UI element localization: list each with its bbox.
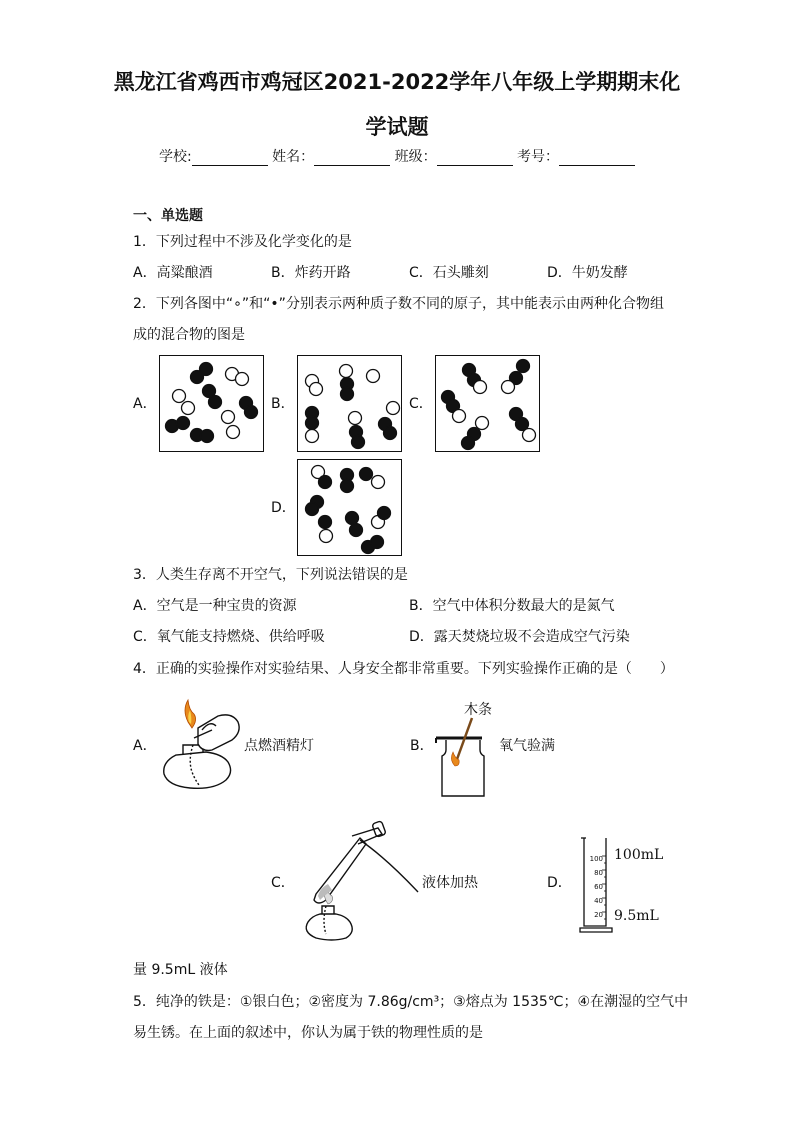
q4-a-caption: 点燃酒精灯 bbox=[244, 738, 314, 754]
q2-stem-line2: 成的混合物的图是 bbox=[133, 327, 245, 343]
page-title-line2: 学试题 bbox=[365, 115, 429, 139]
number-label: 考号： bbox=[517, 149, 560, 165]
tick-label: 60 bbox=[594, 883, 603, 891]
q3-option-c[interactable]: C．氧气能支持燃烧、供给呼吸 bbox=[133, 629, 325, 645]
q4-label-b[interactable]: B． bbox=[410, 738, 434, 754]
q3-option-a[interactable]: A．空气是一种宝贵的资源 bbox=[133, 598, 297, 614]
class-blank[interactable] bbox=[437, 151, 513, 166]
q2-diagram-b[interactable] bbox=[297, 355, 402, 452]
number-blank[interactable] bbox=[559, 151, 635, 166]
q4-label-a[interactable]: A． bbox=[133, 738, 157, 754]
q4-label-d[interactable]: D． bbox=[547, 875, 572, 891]
q2-stem-line1: 2．下列各图中“∘”和“•”分别表示两种质子数不同的原子，其中能表示由两种化合物组 bbox=[133, 296, 664, 312]
school-blank[interactable] bbox=[192, 151, 268, 166]
q4-label-c[interactable]: C． bbox=[271, 875, 295, 891]
q2-diagram-a[interactable] bbox=[159, 355, 264, 452]
q4-b-top-label: 木条 bbox=[464, 702, 492, 718]
q3-option-d[interactable]: D．露天焚烧垃圾不会造成空气污染 bbox=[409, 629, 630, 645]
tick-label: 100 bbox=[589, 855, 603, 863]
q1-option-a[interactable]: A．高粱酿酒 bbox=[133, 265, 213, 281]
q1-stem: 1．下列过程中不涉及化学变化的是 bbox=[133, 234, 352, 250]
school-label: 学校: bbox=[158, 149, 192, 165]
q3-stem: 3．人类生存离不开空气，下列说法错误的是 bbox=[133, 567, 408, 583]
q2-label-b[interactable]: B． bbox=[271, 396, 295, 412]
q4-d-bottom-label: 9.5mL bbox=[614, 908, 659, 924]
q1-option-c[interactable]: C．石头雕刻 bbox=[409, 265, 489, 281]
name-label: 姓名： bbox=[272, 149, 315, 165]
q5-stem-line2: 易生锈。在上面的叙述中，你认为属于铁的物理性质的是 bbox=[133, 1025, 483, 1041]
q4-c-caption: 液体加热 bbox=[422, 875, 478, 891]
q4-b-caption: 氧气验满 bbox=[499, 738, 555, 754]
q5-stem-line1: 5．纯净的铁是：①银白色；②密度为 7.86g/cm³；③熔点为 1535℃；④在潮湿的空气中 bbox=[133, 994, 689, 1010]
lamp-lighting-figure bbox=[158, 700, 243, 792]
q3-option-b[interactable]: B．空气中体积分数最大的是氮气 bbox=[409, 598, 615, 614]
particle-diagram-b bbox=[298, 356, 401, 451]
q4-d-tail: 量 9.5mL 液体 bbox=[133, 962, 228, 978]
page-title: 黑龙江省鸡西市鸡冠区2021-2022学年八年级上学期期末化 bbox=[113, 70, 681, 94]
tick-label: 40 bbox=[594, 897, 603, 905]
name-blank[interactable] bbox=[314, 151, 390, 166]
particle-diagram-a bbox=[160, 356, 263, 451]
q2-diagram-c[interactable] bbox=[435, 355, 540, 452]
q4-stem: 4．正确的实验操作对实验结果、人身安全都非常重要。下列实验操作正确的是（ ） bbox=[133, 661, 674, 677]
q2-label-a[interactable]: A． bbox=[133, 396, 157, 412]
tick-label: 80 bbox=[594, 869, 603, 877]
q1-option-b[interactable]: B．炸药开路 bbox=[271, 265, 351, 281]
q2-label-d[interactable]: D． bbox=[271, 500, 296, 516]
q4-d-top-label: 100mL bbox=[614, 847, 664, 863]
tick-label: 20 bbox=[594, 911, 603, 919]
section-heading: 一、单选题 bbox=[133, 208, 203, 224]
gas-bottle-figure bbox=[430, 716, 490, 801]
q2-diagram-d[interactable] bbox=[297, 459, 402, 556]
class-label: 班级： bbox=[394, 149, 437, 165]
liquid-heating-figure bbox=[298, 822, 423, 942]
particle-diagram-c bbox=[436, 356, 539, 451]
particle-diagram-d bbox=[298, 460, 401, 555]
cylinder-scale bbox=[585, 852, 603, 922]
q2-label-c[interactable]: C． bbox=[409, 396, 433, 412]
student-info bbox=[0, 146, 794, 166]
q1-option-d[interactable]: D．牛奶发酵 bbox=[547, 265, 628, 281]
